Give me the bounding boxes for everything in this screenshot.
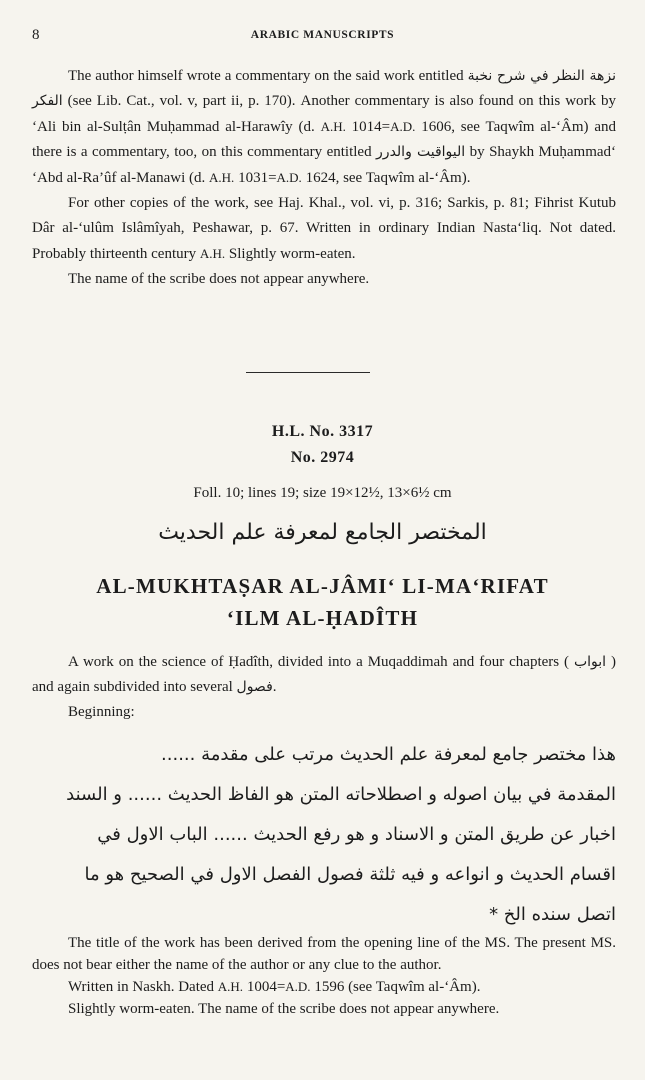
hl-number: H.L. No. 3317 xyxy=(271,423,374,440)
script-date-paragraph: Written in Naskh. Dated A.H. 1004=A.D. 1596 (see Taqwîm al-‘Âm). xyxy=(68,979,481,995)
description-block xyxy=(32,650,616,725)
incipit-line: اقسام الحديث و انواعه و فيه ثلثة فصول الفصل الاول في الصحيح هو ما xyxy=(84,864,616,885)
arabic-incipit xyxy=(32,735,616,935)
scribe-paragraph: The name of the scribe does not appear anywhere. xyxy=(68,271,370,287)
beginning-label: Beginning: xyxy=(68,704,135,720)
section-divider xyxy=(246,372,370,373)
description-paragraph: A work on the science of Ḥadîth, divided into a Muqaddimah and four chapters ( ابواب ) and again subdivided into several فصول. xyxy=(32,654,617,695)
arabic-work-title: المختصر الجامع لمعرفة علم الحديث xyxy=(158,520,487,545)
incipit-line: اخبار عن طريق المتن و الاسناد و هو رفع الحديث ...... الباب الاول في xyxy=(97,824,616,845)
arabic-commentary-title: نزهة النظر في شرح نخبة الفكر xyxy=(32,68,617,109)
folio-details: Foll. 10; lines 19; size 19×12½, 13×6½ cm xyxy=(193,485,452,501)
closing-notes xyxy=(32,932,616,1020)
title-line-1: AL-MUKHTAṢAR AL-JÂMI‘ LI-MA‘RIFAT xyxy=(96,574,549,598)
page-number: 8 xyxy=(32,27,40,43)
copies-paragraph: For other copies of the work, see Haj. Khal., vol. vi, p. 316; Sarkis, p. 81; Fihrist Kutub Dâr al-‘ulûm Islâmîyah, Peshawar, p. 67. Written in ordinary Indian Nasta‘liq. Not dated. Probably thirteenth century A.H. Slightly worm-eaten. xyxy=(32,195,616,262)
incipit-line: المقدمة في بيان اصوله و اصطلاحاته المتن هو الفاظ الحديث ...... و السند xyxy=(66,784,616,805)
condition-paragraph: Slightly worm-eaten. The name of the scribe does not appear anywhere. xyxy=(68,1001,500,1017)
running-head xyxy=(32,27,613,47)
incipit-line: اتصل سنده الخ * xyxy=(489,904,616,925)
arabic-subcommentary-title: اليواقيت والدرر xyxy=(376,144,466,160)
transliterated-title xyxy=(0,570,645,634)
incipit-line: هذا مختصر جامع لمعرفة علم الحديث مرتب على مقدمة ...... xyxy=(161,744,616,765)
title-line-2: ‘ILM AL-ḤADÎTH xyxy=(226,606,419,630)
previous-entry-text xyxy=(32,64,616,292)
running-title: ARABIC MANUSCRIPTS xyxy=(250,29,395,41)
title-derivation-paragraph: The title of the work has been derived from the opening line of the MS. The present MS. does not bear either the name of the author or any clue to the author. xyxy=(32,935,616,973)
commentary-paragraph: The author himself wrote a commentary on the said work entitled نزهة النظر في شرح نخبة الفكر (see Lib. Cat., vol. v, part ii, p. 170). Another commentary is also found on this work by ‘Ali bin al-Sulṭân Muḥammad al-Harawîy (d. A.H. 1014=A.D. 1606, see Taqwîm al-‘Âm) and there is a commentary, too, on this commentary entitled اليواقيت والدرر by Shaykh Muḥammad‘ ‘Abd al-Ra’ûf al-Manawi (d. A.H. 1031=A.D. 1624, see Taqwîm al-‘Âm). xyxy=(32,68,617,186)
catalogue-number: No. 2974 xyxy=(290,449,355,466)
